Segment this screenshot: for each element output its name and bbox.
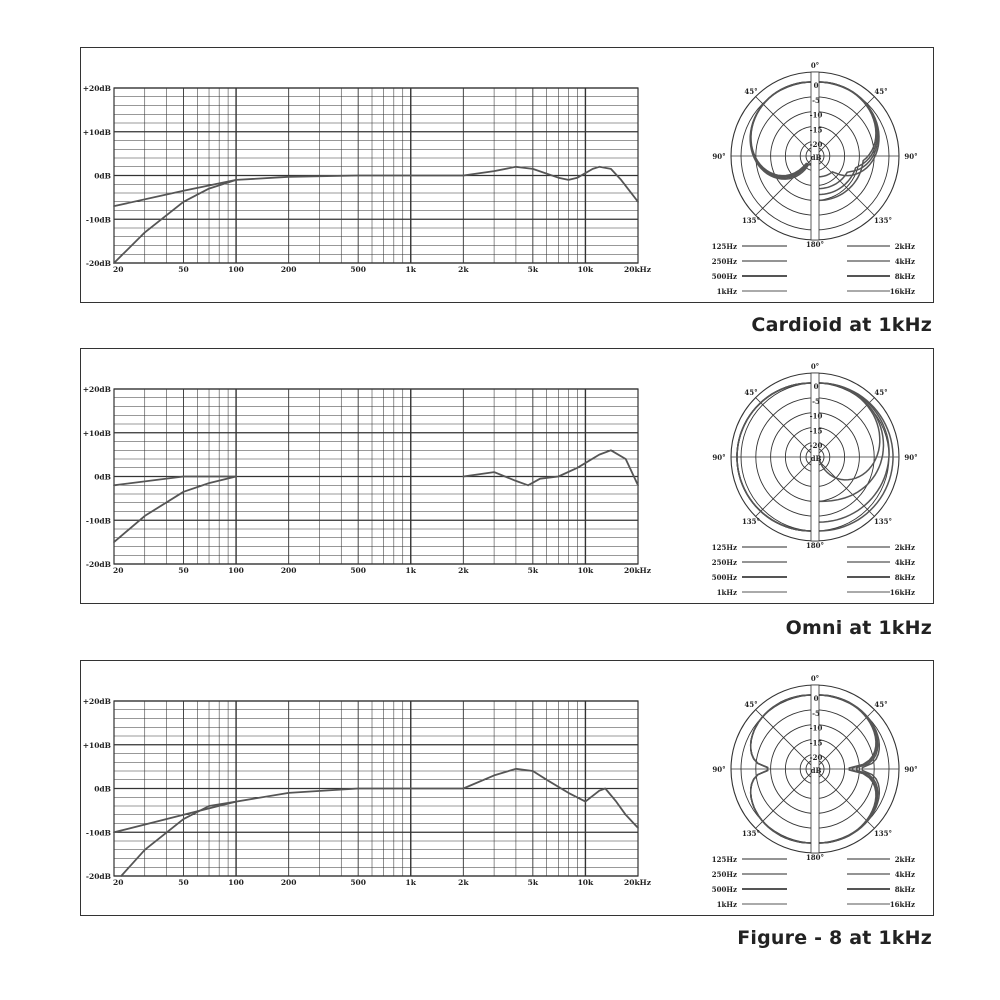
- x-tick-label: 500: [350, 265, 367, 274]
- polar-ring-label: 0: [813, 81, 819, 90]
- x-tick-label: 2k: [458, 878, 469, 887]
- polar-angle-label: 135°: [873, 829, 893, 838]
- polar-pattern-curve: [819, 82, 877, 195]
- polar-ring-label: 0: [813, 694, 819, 703]
- y-tick-label: +10dB: [82, 428, 111, 438]
- legend-label: 2kHz: [894, 242, 915, 251]
- frequency-response-plot: [81, 349, 935, 605]
- polar-angle-label: 45°: [874, 700, 888, 709]
- x-tick-label: 500: [350, 878, 367, 887]
- polar-ring-label: -10: [809, 723, 823, 733]
- polar-diagram: [712, 61, 917, 249]
- polar-angle-label: 180°: [805, 541, 825, 550]
- polar-ring-label: 0: [813, 382, 819, 391]
- x-tick-label: 20: [113, 566, 124, 575]
- polar-ring-label: -5: [812, 396, 820, 406]
- chart-panel-figure-8: [80, 660, 934, 916]
- polar-ring-label: dB: [810, 766, 822, 775]
- x-tick-label: 20: [113, 265, 124, 274]
- polar-angle-label: 90°: [904, 152, 918, 161]
- y-tick-label: -20dB: [85, 560, 111, 569]
- legend-label: 8kHz: [894, 573, 915, 582]
- x-tick-label: 200: [280, 265, 297, 274]
- polar-legend: [712, 242, 915, 296]
- y-tick-label: +10dB: [82, 127, 111, 137]
- x-tick-label: 20kHz: [624, 566, 651, 575]
- polar-angle-label: 0°: [810, 61, 820, 70]
- polar-angle-label: 135°: [741, 517, 761, 526]
- polar-angle-label: 45°: [744, 700, 758, 709]
- legend-label: 8kHz: [894, 885, 915, 894]
- x-tick-label: 10k: [577, 265, 594, 274]
- legend-label: 4kHz: [894, 870, 915, 879]
- legend-label: 250Hz: [711, 257, 737, 266]
- y-tick-label: 0dB: [94, 171, 111, 181]
- legend-label: 500Hz: [711, 272, 737, 281]
- polar-pattern-curve: [819, 383, 880, 480]
- x-tick-label: 1k: [405, 566, 416, 575]
- polar-angle-label: 45°: [744, 87, 758, 96]
- x-tick-label: 1k: [405, 265, 416, 274]
- legend-label: 1kHz: [716, 287, 737, 296]
- x-tick-label: 200: [280, 878, 297, 887]
- y-tick-label: -20dB: [85, 872, 111, 881]
- polar-ring-label: -5: [812, 708, 820, 718]
- polar-angle-label: 135°: [741, 829, 761, 838]
- x-tick-label: 5k: [527, 265, 539, 274]
- y-tick-label: +10dB: [82, 740, 111, 750]
- legend-label: 2kHz: [894, 543, 915, 552]
- x-tick-label: 100: [228, 265, 244, 274]
- legend-label: 500Hz: [711, 885, 737, 894]
- y-tick-label: -10dB: [85, 516, 111, 526]
- polar-ring-label: -15: [809, 426, 823, 436]
- x-tick-label: 20kHz: [624, 878, 651, 887]
- x-tick-label: 50: [178, 265, 189, 274]
- polar-angle-label: 90°: [712, 765, 726, 774]
- polar-pattern-curve: [751, 82, 811, 176]
- polar-ring-label: dB: [810, 454, 822, 463]
- x-tick-label: 10k: [577, 566, 594, 575]
- x-tick-label: 50: [178, 566, 189, 575]
- y-tick-label: -20dB: [85, 259, 111, 268]
- x-tick-label: 500: [350, 566, 367, 575]
- polar-ring-label: -20: [809, 753, 823, 763]
- response-curve: [121, 802, 236, 876]
- x-tick-label: 2k: [458, 566, 469, 575]
- x-tick-label: 100: [228, 878, 244, 887]
- legend-label: 125Hz: [711, 543, 737, 552]
- y-tick-label: +20dB: [82, 697, 111, 706]
- polar-legend: [712, 855, 915, 909]
- y-tick-label: -10dB: [85, 828, 111, 838]
- response-curve: [114, 477, 236, 543]
- legend-label: 1kHz: [716, 588, 737, 597]
- polar-angle-label: 90°: [904, 765, 918, 774]
- y-tick-label: +20dB: [82, 84, 111, 93]
- frequency-response-plot: [81, 661, 935, 917]
- y-tick-label: -10dB: [85, 215, 111, 225]
- polar-angle-label: 0°: [810, 674, 820, 683]
- x-tick-label: 20: [113, 878, 124, 887]
- legend-label: 125Hz: [711, 242, 737, 251]
- polar-ring-label: dB: [810, 153, 822, 162]
- legend-label: 8kHz: [894, 272, 915, 281]
- chart-panel-omni: [80, 348, 934, 604]
- chart-panel-cardioid: [80, 47, 934, 303]
- legend-label: 16kHz: [889, 287, 915, 296]
- polar-ring-label: -10: [809, 411, 823, 421]
- x-tick-label: 20kHz: [624, 265, 651, 274]
- polar-angle-label: 135°: [873, 216, 893, 225]
- legend-label: 2kHz: [894, 855, 915, 864]
- polar-ring-label: -20: [809, 140, 823, 150]
- polar-angle-label: 45°: [744, 388, 758, 397]
- legend-label: 4kHz: [894, 257, 915, 266]
- polar-ring-label: -15: [809, 738, 823, 748]
- polar-angle-label: 45°: [874, 87, 888, 96]
- polar-angle-label: 90°: [712, 152, 726, 161]
- legend-label: 250Hz: [711, 558, 737, 567]
- polar-ring-label: -5: [812, 95, 820, 105]
- polar-diagram: [712, 362, 917, 550]
- polar-angle-label: 180°: [805, 240, 825, 249]
- polar-angle-label: 90°: [904, 453, 918, 462]
- polar-angle-label: 45°: [874, 388, 888, 397]
- x-tick-label: 5k: [527, 566, 539, 575]
- y-tick-label: +20dB: [82, 385, 111, 394]
- legend-label: 16kHz: [889, 588, 915, 597]
- polar-angle-label: 135°: [873, 517, 893, 526]
- polar-diagram: [712, 674, 917, 862]
- response-curve: [236, 176, 463, 180]
- polar-angle-label: 135°: [741, 216, 761, 225]
- x-tick-label: 10k: [577, 878, 594, 887]
- x-tick-label: 100: [228, 566, 244, 575]
- polar-angle-label: 180°: [805, 853, 825, 862]
- x-tick-label: 1k: [405, 878, 416, 887]
- chart-caption: Cardioid at 1kHz: [751, 314, 932, 336]
- y-tick-label: 0dB: [94, 784, 111, 794]
- polar-legend: [712, 543, 915, 597]
- x-tick-label: 200: [280, 566, 297, 575]
- legend-label: 500Hz: [711, 573, 737, 582]
- legend-label: 1kHz: [716, 900, 737, 909]
- chart-caption: Figure - 8 at 1kHz: [737, 927, 932, 949]
- legend-label: 250Hz: [711, 870, 737, 879]
- legend-label: 4kHz: [894, 558, 915, 567]
- response-curve: [114, 477, 184, 486]
- legend-label: 16kHz: [889, 900, 915, 909]
- polar-angle-label: 90°: [712, 453, 726, 462]
- legend-label: 125Hz: [711, 855, 737, 864]
- x-tick-label: 50: [178, 878, 189, 887]
- polar-ring-label: -20: [809, 441, 823, 451]
- x-tick-label: 5k: [527, 878, 539, 887]
- frequency-response-plot: [81, 48, 935, 304]
- polar-ring-label: -10: [809, 110, 823, 120]
- polar-ring-label: -15: [809, 125, 823, 135]
- chart-caption: Omni at 1kHz: [785, 617, 932, 639]
- response-curve: [463, 769, 638, 828]
- x-tick-label: 2k: [458, 265, 469, 274]
- y-tick-label: 0dB: [94, 472, 111, 482]
- polar-angle-label: 0°: [810, 362, 820, 371]
